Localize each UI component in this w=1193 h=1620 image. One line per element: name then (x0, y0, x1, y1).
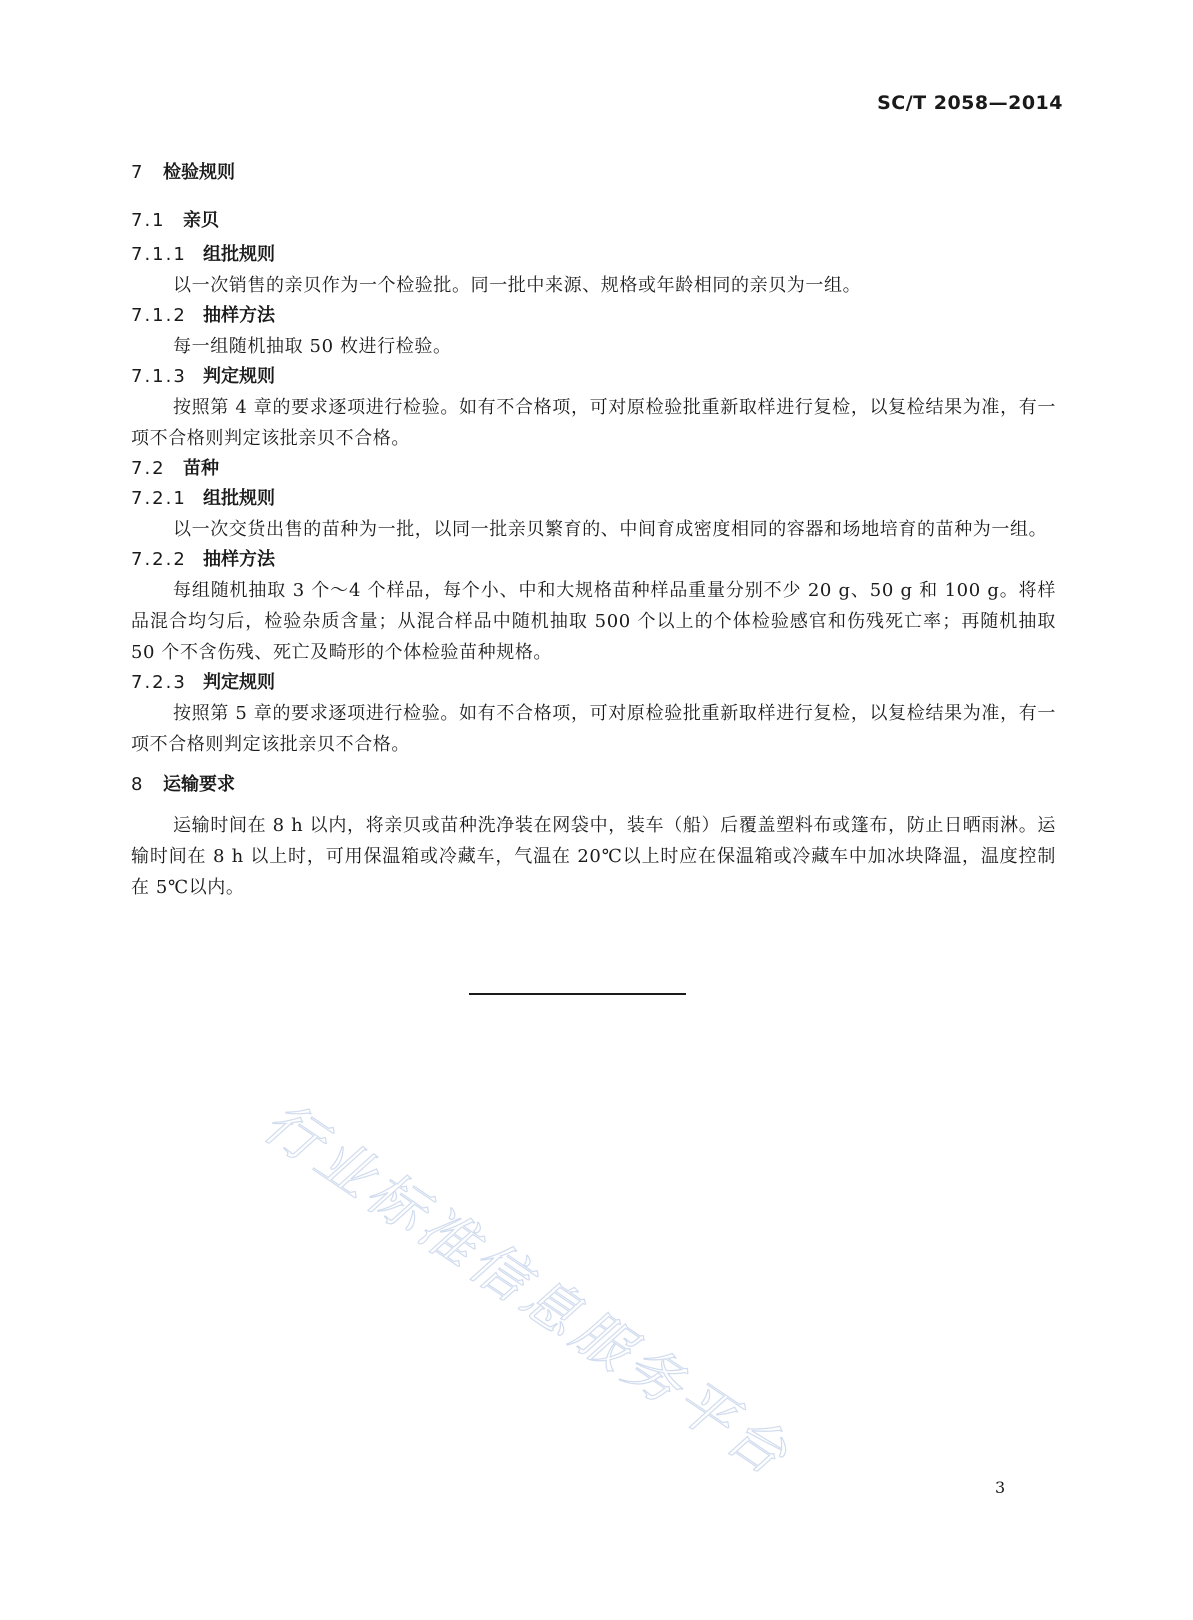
section-title: 组批规则 (203, 244, 275, 265)
section-title: 组批规则 (203, 488, 275, 509)
section-7-1-3-heading (131, 362, 1056, 392)
section-number: 7.2 (131, 458, 166, 479)
section-7-2-1-heading (131, 484, 1056, 514)
section-title: 判定规则 (203, 366, 275, 387)
document-body (131, 158, 1056, 903)
section-8-text: 运输时间在 8 h 以内，将亲贝或苗种洗净装在网袋中，装车（船）后覆盖塑料布或篷布，防止日晒雨淋。运输时间在 8 h 以上时，可用保温箱或冷藏车，气温在 20℃以上时应在保温箱或冷藏车中加冰块降温，温度控制在 5℃以内。 (131, 815, 1056, 898)
section-7-2-3-text: 按照第 5 章的要求逐项进行检验。如有不合格项，可对原检验批重新取样进行复检，以复检结果为准，有一项不合格则判定该批亲贝不合格。 (131, 703, 1056, 755)
watermark: 行业标准信息服务平台 (251, 1089, 803, 1491)
section-title: 苗种 (183, 458, 219, 479)
section-title: 判定规则 (203, 672, 275, 693)
section-number: 7.1.3 (131, 366, 187, 387)
section-number: 7.1.2 (131, 305, 187, 326)
section-number: 8 (131, 774, 145, 795)
section-7-2-1-text: 以一次交货出售的苗种为一批，以同一批亲贝繁育的、中间育成密度相同的容器和场地培育的苗种为一组。 (173, 519, 1048, 540)
section-7-2-3-heading (131, 668, 1056, 698)
section-number: 7.1 (131, 210, 166, 231)
section-title: 亲贝 (183, 210, 219, 231)
end-of-standard-line (469, 993, 686, 995)
section-7-heading (131, 158, 1056, 188)
section-7-2-heading (131, 454, 1056, 484)
section-number: 7.2.3 (131, 672, 187, 693)
section-title: 运输要求 (163, 774, 235, 795)
section-number: 7.2.2 (131, 549, 187, 570)
section-7-2-2-heading (131, 545, 1056, 575)
section-8-heading (131, 770, 1056, 800)
section-number: 7 (131, 162, 145, 183)
section-number: 7.1.1 (131, 244, 187, 265)
section-7-1-1-heading (131, 240, 1056, 270)
section-title: 检验规则 (163, 162, 235, 183)
section-7-1-1-text: 以一次销售的亲贝作为一个检验批。同一批中来源、规格或年龄相同的亲贝为一组。 (173, 275, 862, 296)
standard-code: SC/T 2058—2014 (877, 92, 1063, 114)
section-7-1-3-text: 按照第 4 章的要求逐项进行检验。如有不合格项，可对原检验批重新取样进行复检，以复检结果为准，有一项不合格则判定该批亲贝不合格。 (131, 397, 1056, 449)
section-7-1-heading (131, 206, 1056, 236)
section-7-1-2-heading (131, 301, 1056, 331)
section-number: 7.2.1 (131, 488, 187, 509)
section-title: 抽样方法 (203, 549, 275, 570)
section-7-2-2-text: 每组随机抽取 3 个～4 个样品，每个小、中和大规格苗种样品重量分别不少 20 g、50 g 和 100 g。将样品混合均匀后，检验杂质含量；从混合样品中随机抽取 500 个以上的个体检验感官和伤残死亡率；再随机抽取 50 个不含伤残、死亡及畸形的个体检验苗种规格。 (131, 580, 1056, 663)
section-7-1-2-text: 每一组随机抽取 50 枚进行检验。 (173, 336, 452, 357)
section-title: 抽样方法 (203, 305, 275, 326)
page-number: 3 (995, 1478, 1006, 1497)
